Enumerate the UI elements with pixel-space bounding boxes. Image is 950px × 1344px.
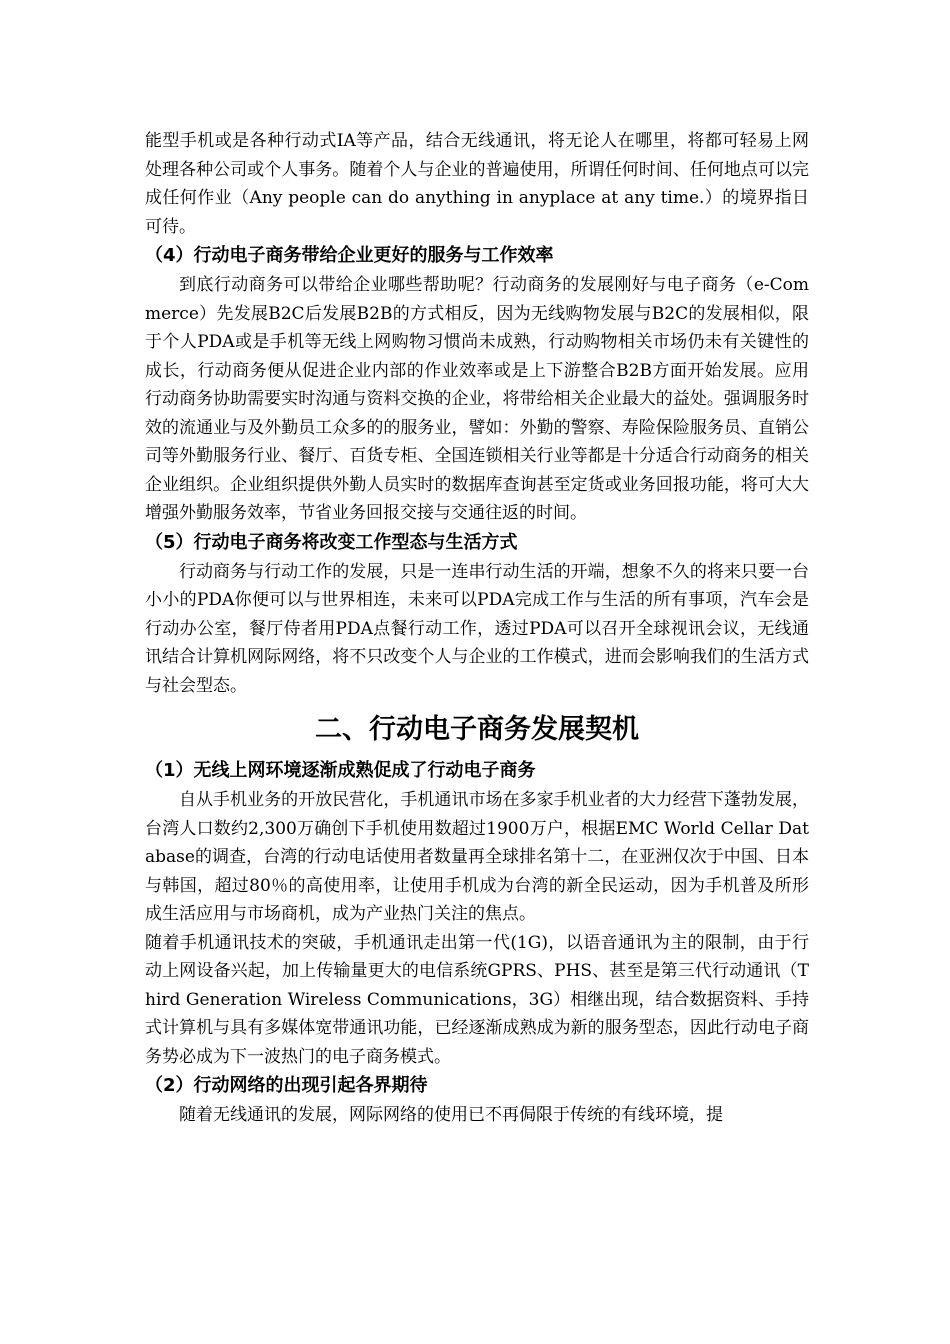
subheading-work-lifestyle-change: （5）行动电子商务将改变工作型态与生活方式 [145,531,518,553]
subheading-mobile-network-expectations: （2）行动网络的出现引起各界期待 [145,1075,428,1096]
paragraph-mobile-technology: 随着手机通讯技术的突破，手机通讯走出第一代(1G)，以语音通讯为主的限制，由于行动上网设备兴起，加上传输量更大的电信系统GPRS、PHS、甚至是第三代行动通讯（Third Generation Wireless Communications，3G）相继出现，结合数据资料、手持式计算机与具有多媒体宽带通讯功能，已经逐渐成熟成为新的服务型态，因此行动电子商务势必成为下一波热门的电子商务模式。 [145,932,809,1067]
paragraph-wireless-development: 随着无线通讯的发展，网际网络的使用已不再侷限于传统的有线环境，提 [179,1105,723,1125]
paragraph-intro-continuation: 能型手机或是各种行动式IA等产品，结合无线通讯，将无论人在哪里，将都可轻易上网处理各种公司或个人事务。随着个人与企业的普遍使用，所谓任何时间、任何地点可以完成任何作业（Any people can do anything in anyplace at any time.）的境界指日可待。 [145,131,809,237]
section-title: 二、行动电子商务发展契机 [315,714,639,745]
document-page [145,127,809,1130]
paragraph-enterprise-benefits: 到底行动商务可以带给企业哪些帮助呢？行动商务的发展刚好与电子商务（e-Commerce）先发展B2C后发展B2B的方式相反，因为无线购物发展与B2C的发展相似，限于个人PDA或是手机等无线上网购物习惯尚未成熟，行动购物相关市场仍未有关键性的成长，行动商务便从促进企业内部的作业效率或是上下游整合B2B方面开始发展。应用行动商务协助需要实时沟通与资料交换的企业，将带给相关企业最大的益处。强调服务时效的流通业与及外勤员工众多的的服务业，譬如：外勤的警察、寿险保险服务员、直销公司等外勤服务行业、餐厅、百货专柜、全国连锁相关行业等都是十分适合行动商务的相关企业组织。企业组织提供外勤人员实时的数据库查询甚至定货或业务回报功能，将可大大增强外勤服务效率，节省业务回报交接与交通往返的时间。 [145,275,809,523]
subheading-wireless-environment: （1）无线上网环境逐渐成熟促成了行动电子商务 [145,760,536,781]
subheading-enterprise-service-efficiency: （4）行动电子商务带给企业更好的服务与工作效率 [145,245,554,266]
paragraph-mobile-market: 自从手机业务的开放民营化，手机通讯市场在多家手机业者的大力经营下蓬勃发展，台湾人口数约2,300万确创下手机使用数超过1900万户，根据EMC World Cellar Database的调查，台湾的行动电话使用者数量再全球排名第十二，在亚洲仅次于中国、日本与韩国，超过80％的高使用率，让使用手机成为台湾的新全民运动，因为手机普及所形成生活应用与市场商机，成为产业热门关注的焦点。 [145,790,809,924]
paragraph-mobile-life: 行动商务与行动工作的发展，只是一连串行动生活的开端，想象不久的将来只要一台小小的PDA你便可以与世界相连，未来可以PDA完成工作与生活的所有事项，汽车会是行动办公室，餐厅侍者用PDA点餐行动工作，透过PDA可以召开全球视讯会议，无线通讯结合计算机网际网络，将不只改变个人与企业的工作模式，进而会影响我们的生活方式与社会型态。 [145,561,809,696]
